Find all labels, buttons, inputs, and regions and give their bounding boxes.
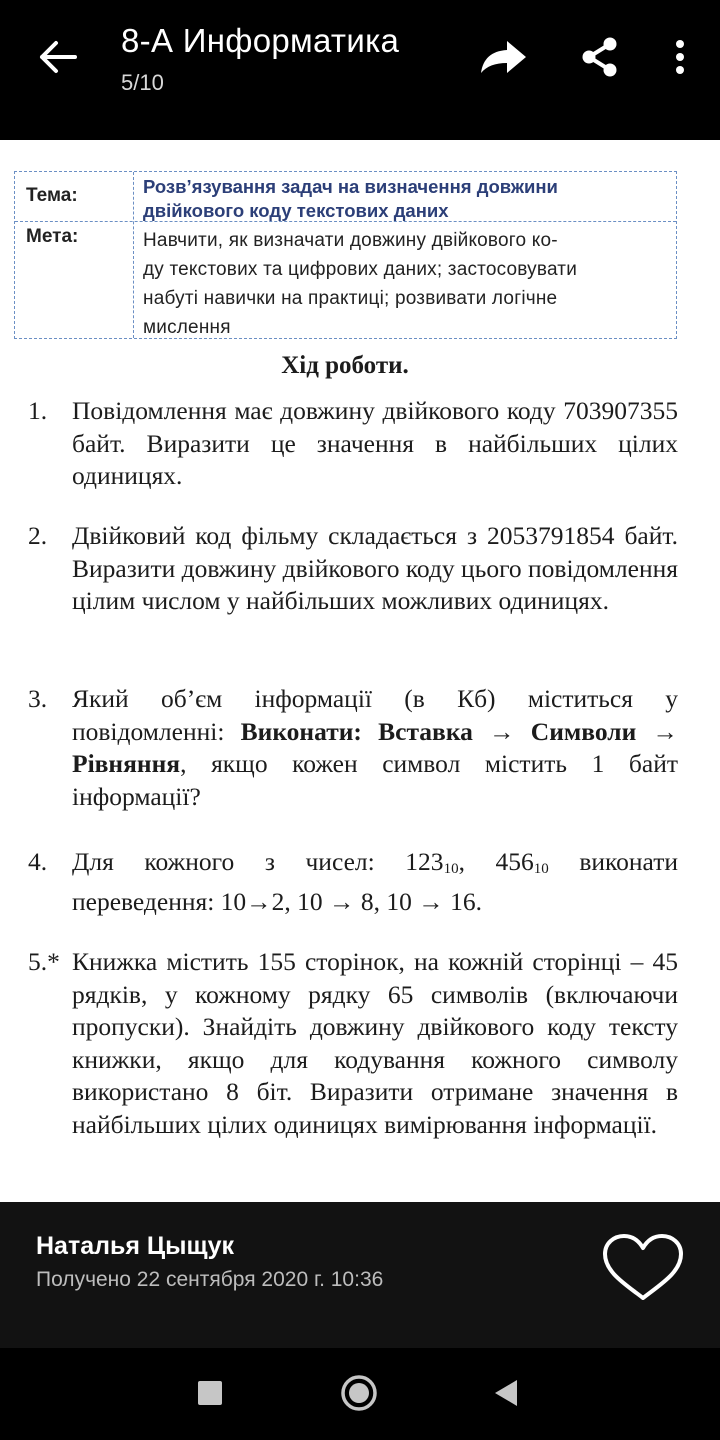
task-number: 3. (28, 684, 48, 713)
base-subscript: 10 (443, 861, 459, 877)
aim-value-line: набуті навички на практиці; розвивати логічне (143, 288, 558, 309)
task-number: 1. (28, 396, 48, 425)
task-text-part: , 456 (458, 847, 534, 876)
topic-label: Тема: (26, 185, 78, 206)
more-options-button[interactable] (660, 30, 700, 84)
topic-table (14, 171, 677, 339)
top-app-bar (0, 0, 720, 140)
author-name: Наталья Цыщук (36, 1232, 235, 1260)
task-text: Книжка містить 155 сторінок, на кожній сторінці – 45 рядків, у кожному рядку 65 символів (включаючи пропуски). Знайдіть довжину двійкового коду тексту книжки, якщо для кодування кожного символу використано 8 біт. Виразити отримане значення в найбільших цілих одиницях вимірювання інформації. (72, 947, 678, 1139)
more-vertical-icon (674, 39, 686, 75)
task-number: 4. (28, 847, 48, 876)
aim-label: Мета: (26, 226, 79, 247)
share-icon (580, 36, 620, 78)
forward-button[interactable] (475, 32, 533, 82)
system-navigation-bar (0, 1348, 720, 1440)
task-text (72, 683, 678, 813)
topic-value (143, 175, 668, 223)
task-text (72, 846, 678, 918)
section-heading: Хід роботи. (281, 352, 409, 379)
topic-value-line: Розв’язування задач на визначення довжини (143, 176, 558, 197)
recent-apps-button[interactable] (198, 1381, 222, 1405)
heart-icon (601, 1232, 685, 1302)
aim-value-line: Навчити, як визначати довжину двійкового ко- (143, 230, 558, 251)
document-photo[interactable] (0, 140, 720, 1202)
arrow-left-icon (37, 39, 77, 75)
task-text-part: , якщо кожен символ містить 1 байт інформації? (72, 749, 678, 811)
task-text-part: Який об’єм інформації (в Кб) міститься у повідомленні: (72, 684, 678, 746)
task-number: 5.* (28, 947, 60, 976)
home-button[interactable] (340, 1374, 378, 1412)
aim-value (143, 226, 673, 342)
aim-value-line: мислення (143, 317, 231, 338)
task-number: 2. (28, 521, 48, 550)
task-text: Повідомлення має довжину двійкового коду 703907355 байт. Виразити це значення в найбільших цілих одиницях. (72, 396, 678, 490)
received-date: Получено 22 сентября 2020 г. 10:36 (36, 1268, 384, 1291)
task-item (28, 395, 678, 495)
base-subscript: 10 (533, 861, 549, 877)
task-text-part: виконати переведення: 10→2, 10 → 8, 10 → 16. (72, 847, 678, 916)
task-bold-text: Виконати: Вставка → Символи → Рівняння (72, 716, 679, 778)
back-button[interactable] (32, 32, 82, 82)
task-item (28, 946, 678, 1176)
task-item (28, 520, 678, 650)
task-text: Двійковий код фільму складається з 2053791854 байт. Виразити довжину двійкового коду цього повідомлення цілим числом у найбільших можливих одиницях. (72, 521, 678, 615)
album-title: 8-А Информатика (121, 22, 400, 59)
like-button[interactable] (600, 1230, 686, 1304)
table-divider (133, 172, 134, 338)
task-text-part: Для кожного з чисел: 123 (72, 847, 444, 876)
task-item (28, 683, 678, 813)
share-button[interactable] (574, 30, 626, 84)
topic-value-line: двійкового коду текстових даних (143, 200, 449, 221)
forward-arrow-icon (479, 39, 529, 75)
task-item (28, 846, 678, 916)
back-nav-button[interactable] (493, 1378, 519, 1408)
aim-value-line: ду текстових та цифрових даних; застосовувати (143, 259, 578, 280)
photo-counter: 5/10 (121, 70, 164, 95)
